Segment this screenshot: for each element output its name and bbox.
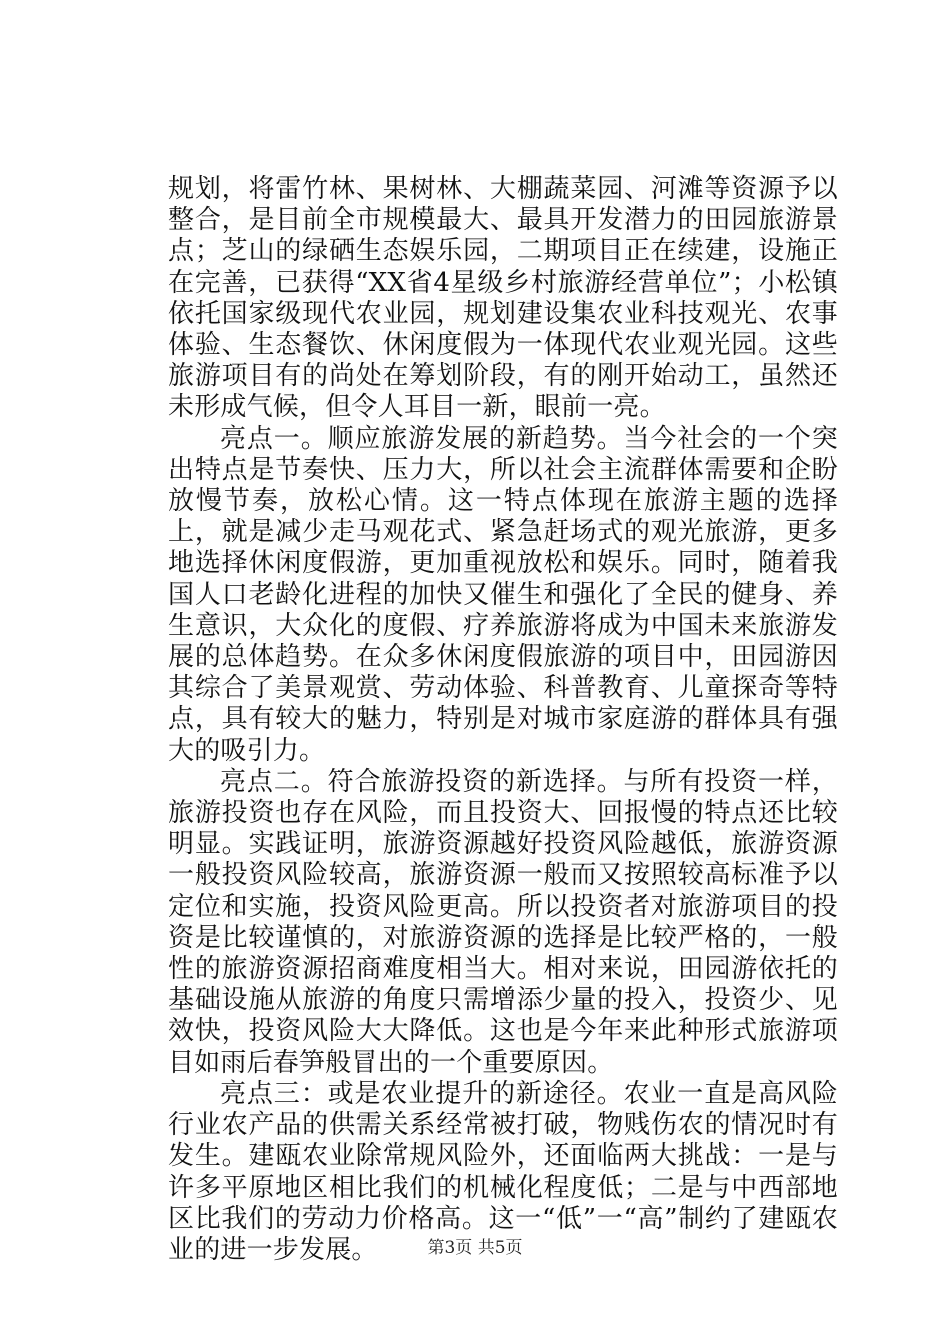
paragraph-2: 亮点一。顺应旅游发展的新趋势。当今社会的一个突出特点是节奏快、压力大，所以社会主流群体需要和企盼放慢节奏，放松心情。这一特点体现在旅游主题的选择上，就是减少走马观花式、紧急赶场式的观光旅游，更多地选择休闲度假游，更加重视放松和娱乐。同时，随着我国人口老龄化进程的加快又催生和强化了全民的健身、养生意识，大众化的度假、疗养旅游将成为中国未来旅游发展的总体趋势。在众多休闲度假旅游的项目中，田园游因其综合了美景观赏、劳动体验、科普教育、儿童探奇等特点，具有较大的魅力，特别是对城市家庭游的群体具有强大的吸引力。 (168, 423, 838, 766)
paragraph-1: 规划，将雷竹林、果树林、大棚蔬菜园、河滩等资源予以整合，是目前全市规模最大、最具开发潜力的田园旅游景点；芝山的绿硒生态娱乐园，二期项目正在续建，设施正在完善，已获得“XX省4星级乡村旅游经营单位”；小松镇依托国家级现代农业园，规划建设集农业科技观光、农事体验、生态餐饮、休闲度假为一体现代农业观光园。这些旅游项目有的尚处在筹划阶段，有的刚开始动工，虽然还未形成气候，但令人耳目一新，眼前一亮。 (168, 174, 838, 423)
paragraph-3: 亮点二。符合旅游投资的新选择。与所有投资一样，旅游投资也存在风险，而且投资大、回报慢的特点还比较明显。实践证明，旅游资源越好投资风险越低，旅游资源一般投资风险较高，旅游资源一般而又按照较高标准予以定位和实施，投资风险更高。所以投资者对旅游项目的投资是比较谨慎的，对旅游资源的选择是比较严格的，一般性的旅游资源招商难度相当大。相对来说，田园游依托的基础设施从旅游的角度只需增添少量的投入，投资少、见效快，投资风险大大降低。这也是今年来此种形式旅游项目如雨后春笋般冒出的一个重要原因。 (168, 766, 838, 1078)
document-body (168, 174, 838, 1266)
page-footer: 第3页 共5页 (427, 1238, 523, 1258)
paragraph-4: 亮点三：或是农业提升的新途径。农业一直是高风险行业农产品的供需关系经常被打破，物贱伤农的情况时有发生。建瓯农业除常规风险外，还面临两大挑战：一是与许多平原地区相比我们的机械化程度低；二是与中西部地区比我们的劳动力价格高。这一“低”一“高”制约了建瓯农业的进一步发展。 (168, 1078, 838, 1265)
